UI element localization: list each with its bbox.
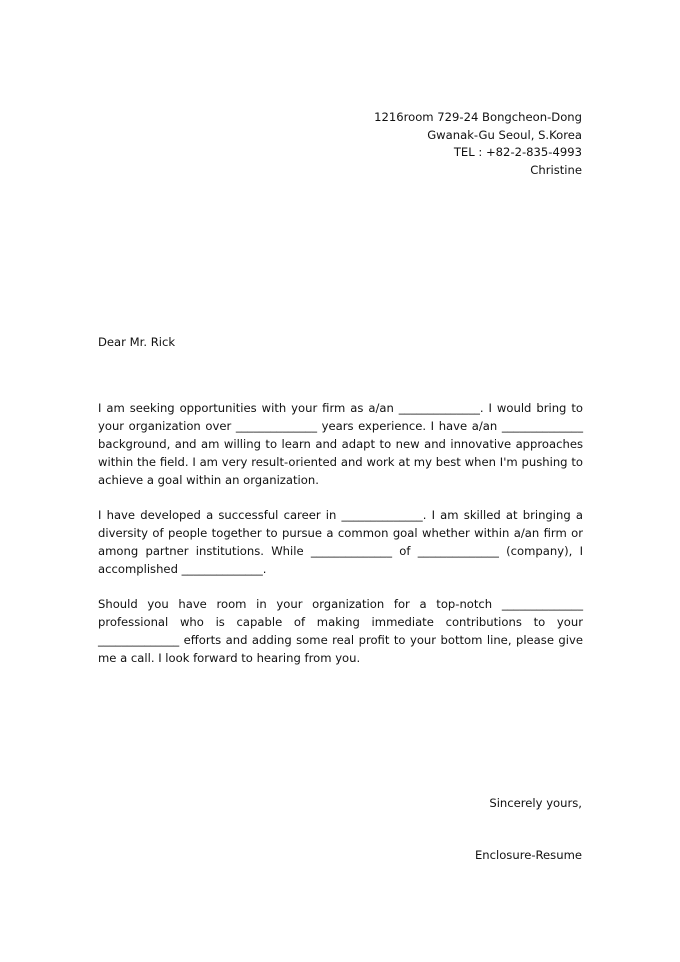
sender-address-line-1: 1216room 729-24 Bongcheon-Dong — [374, 110, 582, 124]
body-paragraph-1: I am seeking opportunities with your firm as a/an ______________. I would bring to your organization over ______________ years experience. I have a/an ______________ background, and am willing to learn and adapt to new and innovative approaches within the field. I am very result-oriented and work at my best when I'm pushing to achieve a goal within an organization. — [98, 401, 583, 487]
sender-phone: TEL : +82-2-835-4993 — [453, 145, 582, 159]
salutation: Dear Mr. Rick — [98, 335, 176, 349]
body-paragraph-3: Should you have room in your organization for a top-notch ______________ professional who is capable of making immediate contributions to your ______________ efforts and adding some real profit to your bottom line, please give me a call. I look forward to hearing from you. — [98, 597, 583, 665]
sender-block — [374, 109, 582, 179]
enclosure-note: Enclosure-Resume — [474, 848, 582, 862]
body-paragraph-2: I have developed a successful career in ______________. I am skilled at bringing a diversity of people together to pursue a common goal whether within a/an firm or among partner institutions. While ______________ of ______________ (company), I accomplished ______________. — [98, 508, 583, 576]
letter-body — [98, 399, 583, 684]
sender-name: Christine — [530, 162, 582, 177]
sender-address-line-2: Gwanak-Gu Seoul, S.Korea — [427, 127, 582, 142]
closing: Sincerely yours, — [489, 796, 582, 810]
